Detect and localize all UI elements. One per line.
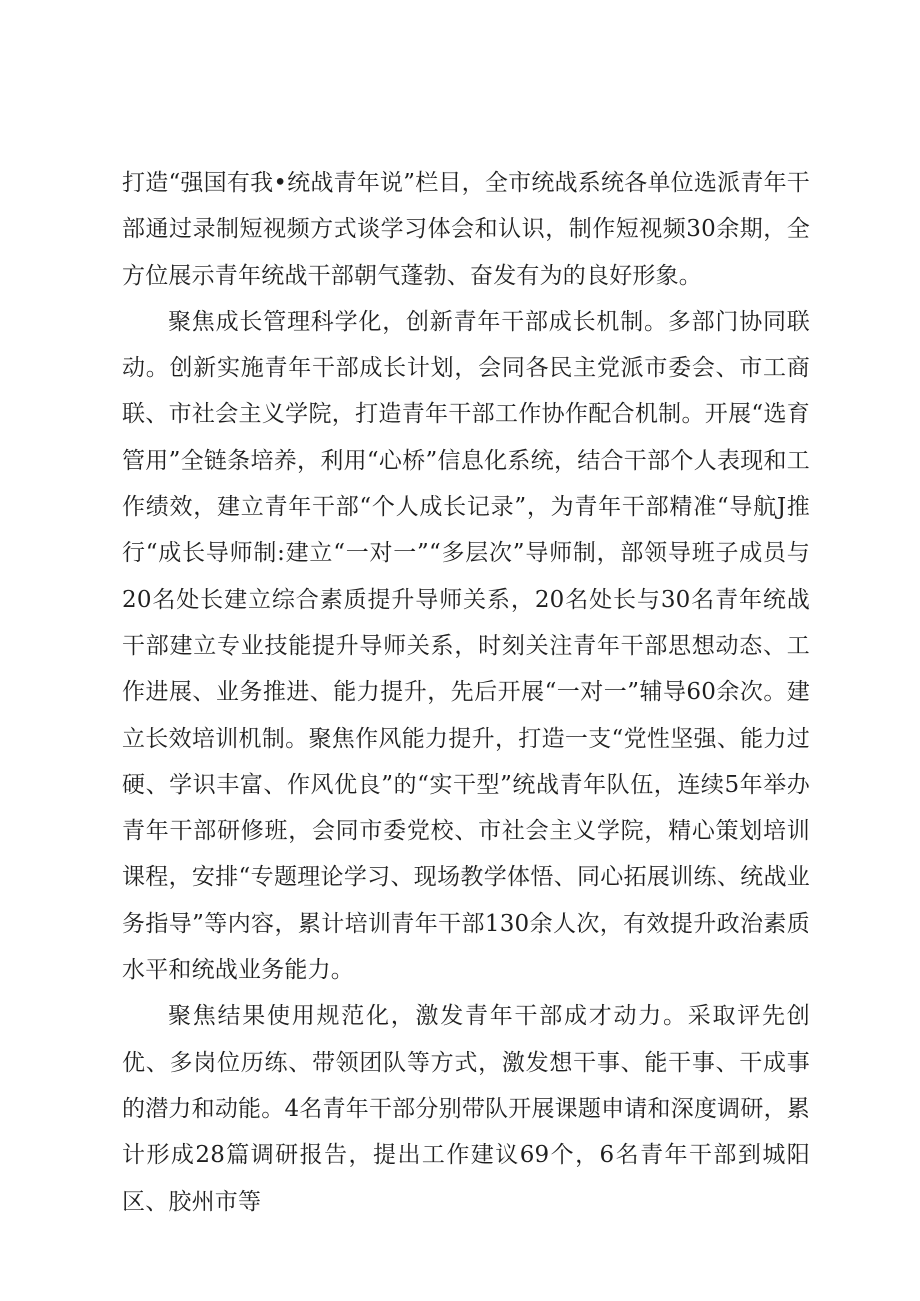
paragraph-1: 打造“强国有我•统战青年说”栏目，全市统战系统各单位选派青年干部通过录制短视频方式谈学习体会和认识，制作短视频30余期，全方位展示青年统战干部朝气蓬勃、奋发有为的良好形象。	[122, 170, 810, 289]
paragraph-2: 聚焦成长管理科学化，创新青年干部成长机制。多部门协同联动。创新实施青年干部成长计划，会同各民主党派市委会、市工商联、市社会主义学院，打造青年干部工作协作配合机制。开展“选育管用”全链条培养，利用“心桥”信息化系统，结合干部个人表现和工作绩效，建立青年干部“个人成长记录”，为青年干部精准“导航J推行“成长导师制:建立“一对一”“多层次”导师制，部领导班子成员与20名处长建立综合素质提升导师关系，20名处长与30名青年统战干部建立专业技能提升导师关系，时刻关注青年干部思想动态、工作进展、业务推进、能力提升，先后开展“一对一”辅导60余次。建立长效培训机制。聚焦作风能力提升，打造一支“党性坚强、能力过硬、学识丰富、作风优良”的“实干型”统战青年队伍，连续5年举办青年干部研修班，会同市委党校、市社会主义学院，精心策划培训课程，安排“专题理论学习、现场教学体悟、同心拓展训练、统战业务指导”等内容，累计培训青年干部130余人次，有效提升政治素质水平和统战业务能力。	[122, 308, 810, 984]
body-text	[122, 160, 810, 1225]
paragraph-3: 聚焦结果使用规范化，激发青年干部成才动力。采取评先创优、多岗位历练、带领团队等方式，激发想干事、能干事、干成事的潜力和动能。4名青年干部分别带队开展课题申请和深度调研，累计形成28篇调研报告，提出工作建议69个，6名青年干部到城阳区、胶州市等	[122, 1003, 810, 1215]
